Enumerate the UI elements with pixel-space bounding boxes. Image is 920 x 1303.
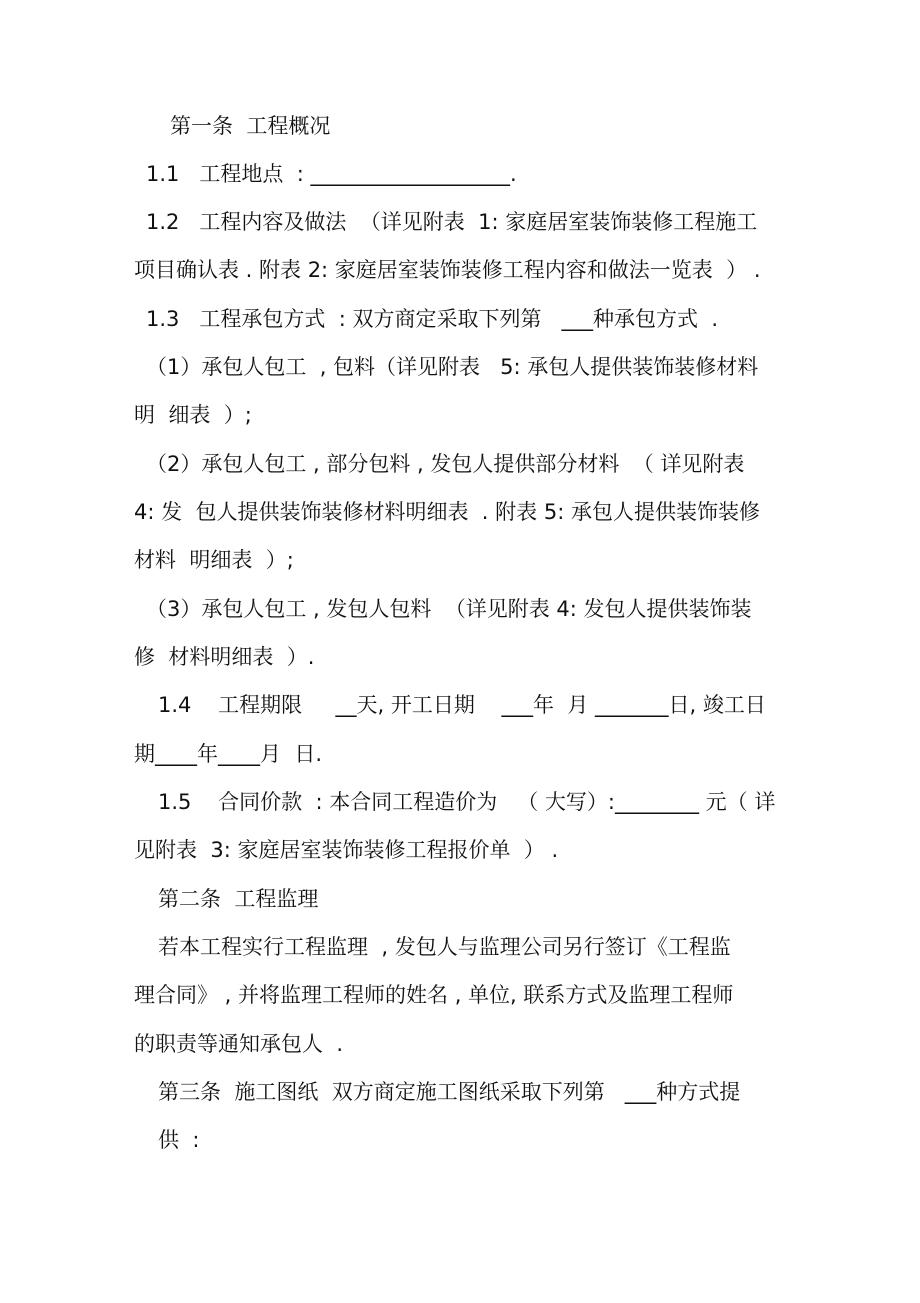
clause-1-3: 1.3 工程承包方式 : 双方商定采取下列第 ___种承包方式 .	[146, 307, 719, 331]
clause-1-4-line-2: 期____年____月 日.	[134, 742, 323, 766]
option-1-line-1: （1）承包人包工 , 包料（详见附表 5: 承包人提供装饰装修材料	[146, 355, 759, 379]
article-3-line-2: 供 :	[158, 1128, 200, 1152]
article-2-body-line-3: 的职责等通知承包人 .	[134, 1032, 344, 1056]
clause-1-4-line-1: 1.4 工程期限 __天, 开工日期 ___年 月 _______日, 竣工日	[158, 693, 766, 717]
option-3-line-2: 修 材料明细表 ）.	[134, 645, 315, 669]
option-2-line-3: 材料 明细表 ）;	[134, 548, 294, 572]
clause-1-5-line-1: 1.5 合同价款 : 本合同工程造价为 （ 大写）:________ 元（ 详	[158, 790, 776, 814]
option-1-line-2: 明 细表 ）;	[134, 403, 252, 427]
clause-1-1: 1.1 工程地点 : ___________________.	[146, 162, 517, 186]
clause-1-2-line-1: 1.2 工程内容及做法 （详见附表 1: 家庭居室装饰装修工程施工	[146, 210, 758, 234]
article-3-line-1: 第三条 施工图纸 双方商定施工图纸采取下列第 ___种方式提	[158, 1080, 741, 1104]
article-2-body-line-2: 理合同》 , 并将监理工程师的姓名 , 单位, 联系方式及监理工程师	[134, 983, 734, 1007]
option-2-line-2: 4: 发 包人提供装饰装修材料明细表 . 附表 5: 承包人提供装饰装修	[134, 500, 760, 524]
option-2-line-1: （2）承包人包工 , 部分包料 , 发包人提供部分材料 （ 详见附表	[146, 452, 745, 476]
clause-1-5-line-2: 见附表 3: 家庭居室装饰装修工程报价单 ） .	[134, 838, 559, 862]
article-2-heading: 第二条 工程监理	[158, 887, 319, 911]
option-3-line-1: （3）承包人包工 , 发包人包料 （详见附表 4: 发包人提供装饰装	[146, 597, 752, 621]
article-2-body-line-1: 若本工程实行工程监理 , 发包人与监理公司另行签订《工程监	[158, 935, 731, 959]
article-1-heading: 第一条 工程概况	[170, 114, 331, 138]
clause-1-2-line-2: 项目确认表 . 附表 2: 家庭居室装饰装修工程内容和做法一览表 ） .	[134, 258, 761, 282]
